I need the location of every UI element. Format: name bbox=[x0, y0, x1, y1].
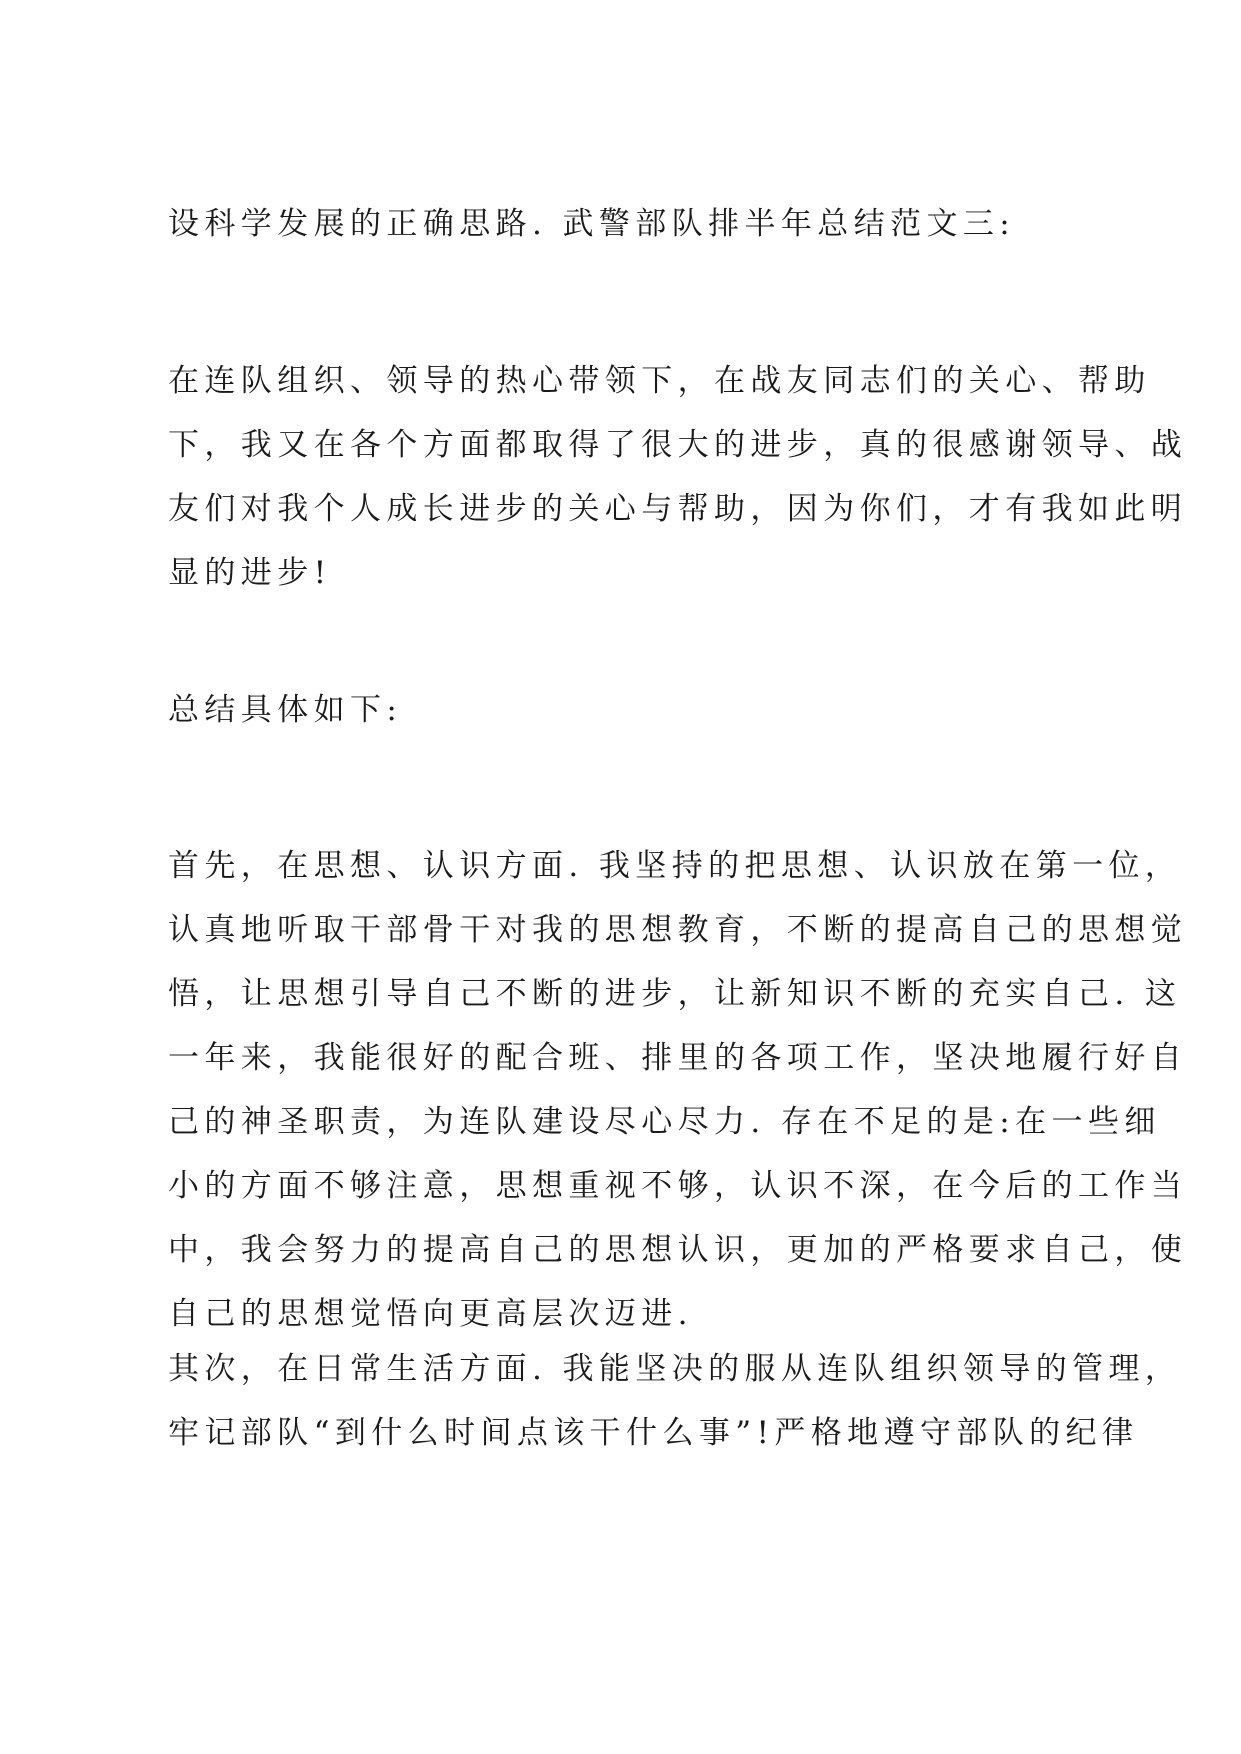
text-line: 下，我又在各个方面都取得了很大的进步，真的很感谢领导、战 bbox=[168, 427, 1188, 463]
text-line: 悟，让思想引导自己不断的进步，让新知识不断的充实自己. 这 bbox=[168, 976, 1182, 1012]
text-line: 显的进步! bbox=[168, 555, 332, 591]
paragraph-section-heading bbox=[168, 192, 1098, 256]
paragraph-first-point bbox=[168, 834, 1188, 1346]
text-line: 中，我会努力的提高自己的思想认识，更加的严格要求自己，使 bbox=[168, 1232, 1188, 1268]
text-line: 牢记部队“到什么时间点该干什么事”!严格地遵守部队的纪律 bbox=[168, 1415, 1139, 1451]
text-line: 首先，在思想、认识方面. 我坚持的把思想、认识放在第一位， bbox=[168, 848, 1182, 884]
text-line: 在连队组织、领导的热心带领下，在战友同志们的关心、帮助 bbox=[168, 363, 1151, 399]
text-line: 认真地听取干部骨干对我的思想教育，不断的提高自己的思想觉 bbox=[168, 912, 1188, 948]
text-line: 己的神圣职责，为连队建设尽心尽力. 存在不足的是:在一些细 bbox=[168, 1104, 1161, 1140]
text-line: 设科学发展的正确思路. 武警部队排半年总结范文三: bbox=[168, 206, 1016, 242]
text-line: 友们对我个人成长进步的关心与帮助，因为你们，才有我如此明 bbox=[168, 491, 1188, 527]
paragraph-summary-lead bbox=[168, 678, 1098, 742]
text-line: 一年来，我能很好的配合班、排里的各项工作，坚决地履行好自 bbox=[168, 1040, 1188, 1076]
text-line: 自己的思想觉悟向更高层次迈进. bbox=[168, 1296, 693, 1332]
paragraph-second-point bbox=[168, 1337, 1182, 1465]
text-line: 总结具体如下: bbox=[168, 692, 403, 728]
text-line: 其次，在日常生活方面. 我能坚决的服从连队组织领导的管理， bbox=[168, 1351, 1182, 1387]
text-line: 小的方面不够注意，思想重视不够，认识不深，在今后的工作当 bbox=[168, 1168, 1188, 1204]
paragraph-introduction bbox=[168, 349, 1188, 605]
